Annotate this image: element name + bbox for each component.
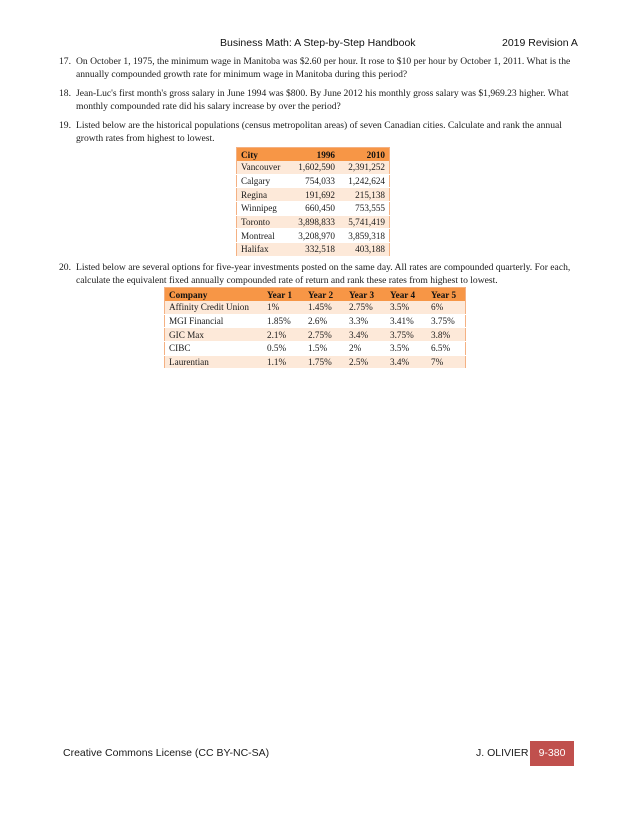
table-cell: 1,242,624 bbox=[339, 174, 390, 188]
table-row bbox=[165, 342, 466, 356]
table-cell: Regina bbox=[237, 188, 290, 202]
table-cell: Vancouver bbox=[237, 161, 290, 174]
column-header: Year 2 bbox=[304, 288, 345, 302]
question-number: 19. bbox=[59, 120, 71, 131]
author-name: J. OLIVIER bbox=[476, 747, 529, 759]
question-number: 18. bbox=[59, 88, 71, 99]
table-cell: 754,033 bbox=[289, 174, 339, 188]
table-row bbox=[237, 188, 390, 202]
table-cell: Montreal bbox=[237, 229, 290, 243]
table-header-row bbox=[237, 148, 390, 162]
table-cell: 3.4% bbox=[345, 328, 386, 342]
populations-table bbox=[236, 147, 390, 257]
table-cell: 6.5% bbox=[427, 342, 466, 356]
question-text: On October 1, 1975, the minimum wage in Manitoba was $2.60 per hour. It rose to $10 per hour by October 1, 2011. What is the annually compounded growth rate for minimum wage in Manitoba during this period? bbox=[76, 56, 571, 80]
table-header-row bbox=[165, 288, 466, 302]
table-cell: 1,602,590 bbox=[289, 161, 339, 174]
table-cell: 3.8% bbox=[427, 328, 466, 342]
table-cell: 3.75% bbox=[427, 314, 466, 328]
table-row bbox=[237, 215, 390, 229]
table-cell: Laurentian bbox=[165, 355, 264, 369]
table-cell: 3,898,833 bbox=[289, 215, 339, 229]
question-text: Jean-Luc's first month's gross salary in June 1994 was $800. By June 2012 his monthly gross salary was $1,969.23 higher. What monthly compounded rate did his salary increase by over the period? bbox=[76, 88, 569, 112]
table-cell: 3.75% bbox=[386, 328, 427, 342]
revision-label: 2019 Revision A bbox=[502, 37, 578, 49]
table-cell: 1.45% bbox=[304, 301, 345, 314]
table-cell: 3.41% bbox=[386, 314, 427, 328]
table-cell: 2,391,252 bbox=[339, 161, 390, 174]
column-header: Year 1 bbox=[263, 288, 304, 302]
book-title: Business Math: A Step-by-Step Handbook bbox=[220, 37, 416, 49]
table-cell: 2.75% bbox=[304, 328, 345, 342]
question-number: 17. bbox=[59, 56, 71, 67]
table-row bbox=[237, 174, 390, 188]
column-header: 2010 bbox=[339, 148, 390, 162]
table-cell: 5,741,419 bbox=[339, 215, 390, 229]
table-row bbox=[165, 314, 466, 328]
question-number: 20. bbox=[59, 262, 71, 273]
page-footer bbox=[0, 741, 630, 766]
table-cell: GIC Max bbox=[165, 328, 264, 342]
table-cell: 3,859,318 bbox=[339, 229, 390, 243]
column-header: Company bbox=[165, 288, 264, 302]
question-text: Listed below are several options for five-year investments posted on the same day. All rates are compounded quarterly. For each, calculate the equivalent fixed annually compounded rate of return and rank these rates from highest to lowest. bbox=[76, 262, 571, 286]
table-cell: 1% bbox=[263, 301, 304, 314]
table-cell: Halifax bbox=[237, 243, 290, 257]
table-cell: 2% bbox=[345, 342, 386, 356]
table-row bbox=[165, 355, 466, 369]
table-cell: 1.85% bbox=[263, 314, 304, 328]
table-row bbox=[237, 229, 390, 243]
table-cell: 753,555 bbox=[339, 202, 390, 216]
column-header: 1996 bbox=[289, 148, 339, 162]
table-cell: 2.75% bbox=[345, 301, 386, 314]
table-cell: Calgary bbox=[237, 174, 290, 188]
table-row bbox=[237, 161, 390, 174]
column-header: Year 4 bbox=[386, 288, 427, 302]
page-number: 9-380 bbox=[530, 741, 574, 766]
table-cell: 3,208,970 bbox=[289, 229, 339, 243]
table-cell: 3.5% bbox=[386, 342, 427, 356]
table-cell: 2.6% bbox=[304, 314, 345, 328]
table-cell: 215,138 bbox=[339, 188, 390, 202]
table-cell: 660,450 bbox=[289, 202, 339, 216]
table-cell: 403,188 bbox=[339, 243, 390, 257]
table-cell: 3.5% bbox=[386, 301, 427, 314]
table-cell: 191,692 bbox=[289, 188, 339, 202]
table-cell: 1.75% bbox=[304, 355, 345, 369]
table-cell: MGI Financial bbox=[165, 314, 264, 328]
table-cell: 1.1% bbox=[263, 355, 304, 369]
table-cell: 1.5% bbox=[304, 342, 345, 356]
table-row bbox=[165, 301, 466, 314]
table-cell: 2.5% bbox=[345, 355, 386, 369]
table-cell: Winnipeg bbox=[237, 202, 290, 216]
table-row bbox=[165, 328, 466, 342]
table-row bbox=[237, 243, 390, 257]
table-cell: 7% bbox=[427, 355, 466, 369]
question-text: Listed below are the historical populations (census metropolitan areas) of seven Canadian cities. Calculate and rank the annual growth rates from highest to lowest. bbox=[76, 120, 562, 144]
table-cell: 3.3% bbox=[345, 314, 386, 328]
column-header: Year 5 bbox=[427, 288, 466, 302]
table-cell: Affinity Credit Union bbox=[165, 301, 264, 314]
column-header: City bbox=[237, 148, 290, 162]
table-cell: 6% bbox=[427, 301, 466, 314]
table-row bbox=[237, 202, 390, 216]
table-cell: 3.4% bbox=[386, 355, 427, 369]
table-cell: 332,518 bbox=[289, 243, 339, 257]
table-cell: Toronto bbox=[237, 215, 290, 229]
investments-table bbox=[164, 287, 466, 369]
license-text: Creative Commons License (CC BY-NC-SA) bbox=[63, 747, 270, 759]
table-cell: 2.1% bbox=[263, 328, 304, 342]
table-cell: CIBC bbox=[165, 342, 264, 356]
column-header: Year 3 bbox=[345, 288, 386, 302]
table-cell: 0.5% bbox=[263, 342, 304, 356]
